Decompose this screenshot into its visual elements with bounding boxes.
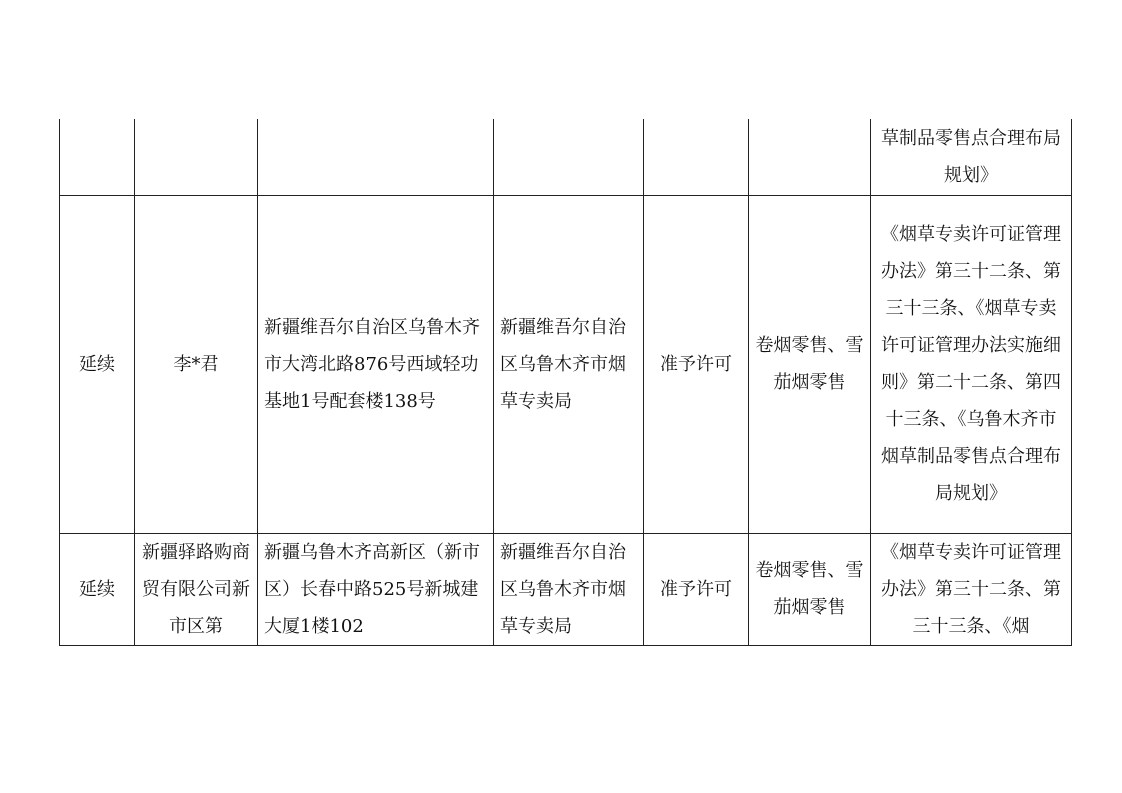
table-row bbox=[60, 533, 1072, 645]
table-row bbox=[60, 119, 1072, 195]
holder-cell: 李*君 bbox=[135, 195, 258, 533]
address-cell: 新疆维吾尔自治区乌鲁木齐市大湾北路876号西域轻功基地1号配套楼138号 bbox=[258, 195, 494, 533]
authority-cell: 新疆维吾尔自治区乌鲁木齐市烟草专卖局 bbox=[494, 195, 644, 533]
holder-cell: 新疆驿路购商贸有限公司新市区第 bbox=[135, 533, 258, 645]
table-row bbox=[60, 195, 1072, 533]
address-cell bbox=[258, 119, 494, 195]
address-cell: 新疆乌鲁木齐高新区（新市区）长春中路525号新城建大厦1楼102 bbox=[258, 533, 494, 645]
decision-cell bbox=[644, 119, 749, 195]
decision-cell: 准予许可 bbox=[644, 195, 749, 533]
type-cell: 延续 bbox=[60, 533, 135, 645]
holder-cell bbox=[135, 119, 258, 195]
basis-cell: 草制品零售点合理布局规划》 bbox=[871, 119, 1072, 195]
basis-cell: 《烟草专卖许可证管理办法》第三十二条、第三十三条、《烟 bbox=[871, 533, 1072, 645]
scope-cell: 卷烟零售、雪茄烟零售 bbox=[749, 533, 871, 645]
authority-cell: 新疆维吾尔自治区乌鲁木齐市烟草专卖局 bbox=[494, 533, 644, 645]
license-table bbox=[59, 119, 1072, 646]
type-cell bbox=[60, 119, 135, 195]
authority-cell bbox=[494, 119, 644, 195]
basis-cell: 《烟草专卖许可证管理办法》第三十二条、第三十三条、《烟草专卖许可证管理办法实施细则》第二十二条、第四十三条、《乌鲁木齐市烟草制品零售点合理布局规划》 bbox=[871, 195, 1072, 533]
decision-cell: 准予许可 bbox=[644, 533, 749, 645]
scope-cell: 卷烟零售、雪茄烟零售 bbox=[749, 195, 871, 533]
scope-cell bbox=[749, 119, 871, 195]
type-cell: 延续 bbox=[60, 195, 135, 533]
